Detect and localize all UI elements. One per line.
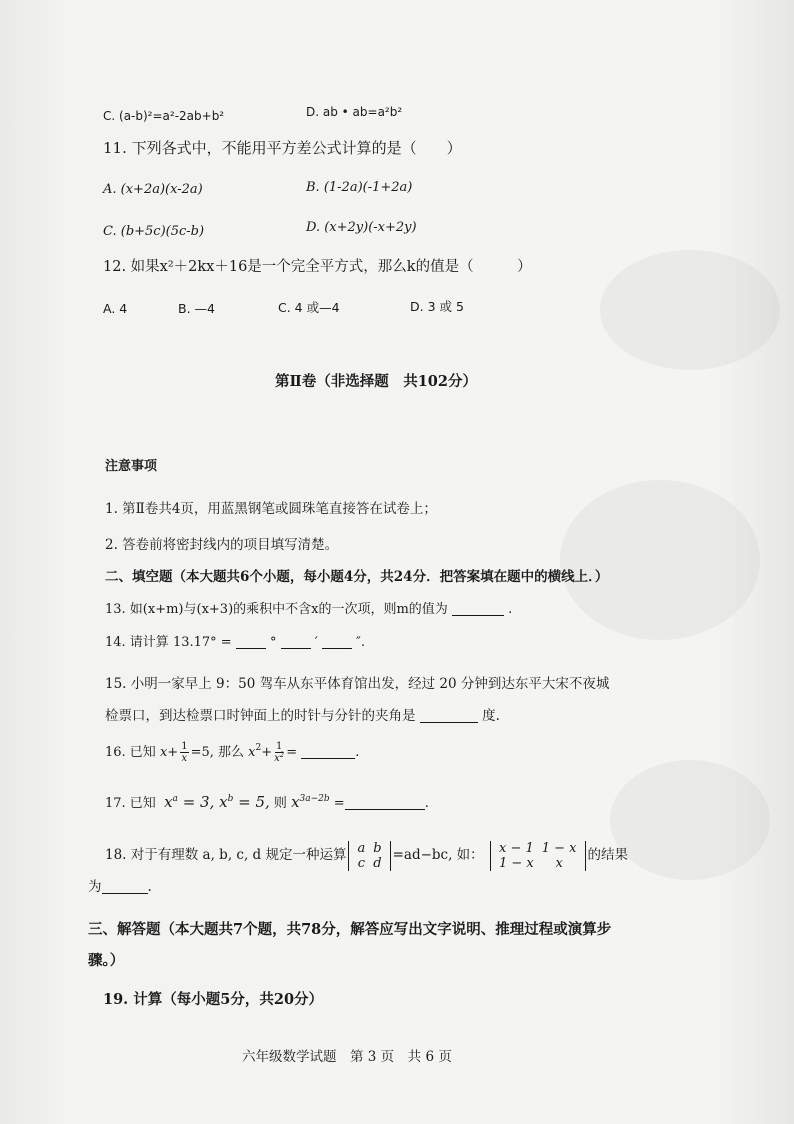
q18-line-2: 为 .	[88, 879, 152, 895]
q11-option-c: C. (b+5c)(5c-b)	[103, 224, 205, 239]
q12-stem: 12. 如果x²＋2kx＋16是一个完全平方式，那么k的值是（ ）	[103, 259, 532, 275]
q10-option-c: C. (a-b)²=a²-2ab+b²	[103, 109, 225, 123]
q15-line-2	[105, 706, 500, 726]
q13-text: 13. 如(x+m)与(x+3)的乘积中不含x的一次项，则m的值为	[105, 602, 448, 617]
q19-heading: 19. 计算（每小题5分，共20分）	[103, 991, 324, 1008]
q11-stem: 11. 下列各式中，不能用平方差公式计算的是（ ）	[103, 139, 462, 157]
q12-option-b: B. —4	[178, 301, 215, 316]
q18-text: 18. 对于有理数 a, b, c, d 规定一种运算	[105, 847, 347, 863]
section-title: 第Ⅱ卷（非选择题 共102分）	[275, 373, 477, 390]
q10-option-d: D. ab • ab=a²b²	[306, 105, 403, 119]
q14-text: 14. 请计算 13.17° =	[105, 635, 232, 650]
q14	[105, 633, 365, 653]
fill-section-heading: 二、填空题（本大题共6个小题，每小题4分，共24分．把答案填在题中的横线上．）	[105, 569, 609, 585]
q17-answer-blank[interactable]	[345, 794, 425, 810]
q15-text: 检票口，到达检票口时钟面上的时针与分针的夹角是	[105, 708, 416, 724]
q12-option-d: D. 3 或 5	[410, 299, 464, 314]
q14-minute-blank[interactable]	[281, 633, 311, 649]
q14-minute-symbol: ′	[314, 635, 318, 650]
q12-option-c: C. 4 或—4	[278, 300, 340, 315]
q15-answer-blank[interactable]	[420, 707, 478, 723]
q14-degree-symbol: °	[269, 635, 277, 650]
q18-determinant-definition: a b c d	[348, 841, 390, 871]
q13-end: .	[508, 602, 513, 617]
solve-section-heading-cont: 骤。）	[88, 952, 125, 969]
notice-item-2: 2. 答卷前将密封线内的项目填写清楚。	[105, 537, 339, 553]
scan-shadow	[600, 250, 780, 370]
q17-prefix: 17. 已知	[105, 796, 156, 811]
q15-end: 度.	[482, 708, 500, 724]
q11-option-d: D. (x+2y)(-x+2y)	[306, 220, 417, 235]
q11-option-a: A. (x+2a)(x-2a)	[103, 182, 203, 197]
q12-option-a: A. 4	[103, 301, 128, 316]
scan-shadow	[610, 760, 770, 880]
q16-answer-blank[interactable]	[301, 743, 355, 759]
q16: 16. 已知 x+ $\frac{1}{x}$ =5, 那么 $x^2+$ $\frac{1}{x^2}$ = .	[105, 741, 360, 764]
q16-condition: =5, 那么	[190, 745, 244, 760]
notice-heading: 注意事项	[105, 459, 158, 474]
q18-determinant-example: x − 1 1 − x 1 − x x	[490, 841, 586, 871]
q18-answer-blank[interactable]	[102, 878, 148, 894]
q14-second-symbol: ″.	[355, 635, 365, 650]
solve-section-heading: 三、解答题（本大题共7个题，共78分，解答应写出文字说明、推理过程或演算步	[88, 921, 612, 938]
q15-line-1: 15. 小明一家早上 9：50 驾车从东平体育馆出发，经过 20 分钟到达东平大宋不夜城	[105, 676, 610, 692]
q18-line-1: 18. 对于有理数 a, b, c, d 规定一种运算 a b c d =ad−bc, 如： x − 1 1 − x 1 − x x 的结果	[105, 840, 629, 871]
q17: 17. 已知 $x^a = 3$, $x^b = 5$, 则 $x^{3a-2b}$ = .	[105, 793, 429, 811]
q16-fraction-2: $\frac{1}{x^2}$	[274, 741, 285, 764]
q16-expr: x+	[159, 745, 179, 760]
q11-option-b: B. (1-2a)(-1+2a)	[306, 180, 413, 195]
q13	[105, 600, 512, 620]
scan-shadow	[560, 480, 760, 640]
q14-degree-blank[interactable]	[236, 633, 266, 649]
q16-prefix: 16. 已知	[105, 745, 156, 760]
notice-item-1: 1. 第Ⅱ卷共4页，用蓝黑钢笔或圆珠笔直接答在试卷上；	[105, 501, 437, 517]
q14-second-blank[interactable]	[322, 633, 352, 649]
q13-answer-blank[interactable]	[452, 600, 504, 616]
q16-fraction: $\frac{1}{x}$	[181, 741, 188, 764]
page-footer: 六年级数学试题 第 3 页 共 6 页	[242, 1049, 452, 1065]
